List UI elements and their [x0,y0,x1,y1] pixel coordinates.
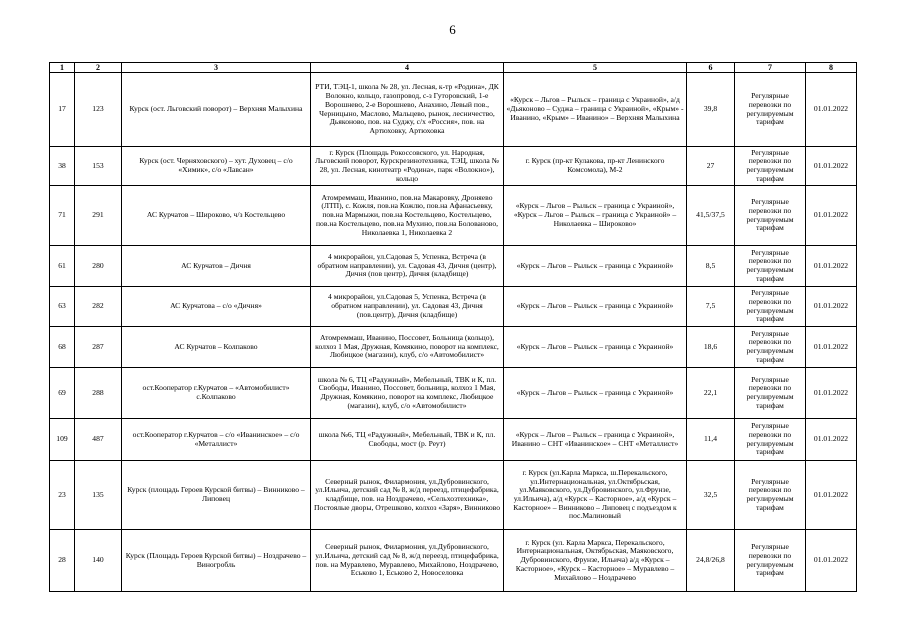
transport-type: Регулярные перевозки по регулируемым тарифам [735,327,806,368]
table-row [50,73,857,147]
route-stops: 4 микрорайон, ул.Садовая 5, Успенка, Встреча (в обратном направлении), ул. Садовая 43, Дичня (центр), Дичня (пов центр), Дичня (кладбище) [311,246,504,287]
start-date: 01.01.2022 [806,73,857,147]
route-number: 153 [75,147,122,186]
route-stops: школа №6, ТЦ «Радужный», Мебельный, ТВК и К, пл. Свободы, мост (р. Реут) [311,419,504,461]
route-number: 280 [75,246,122,287]
route-name: АС Курчатова – с/о «Дичня» [122,287,311,327]
route-name: Курск (ост. Черняховского) – хут. Духовец – с/о «Химик», с/о «Лавсан» [122,147,311,186]
table-row [50,246,857,287]
transport-type: Регулярные перевозки по регулируемым тарифам [735,368,806,419]
route-roads: «Курск – Льгов – Рыльск – граница с Украиной», «Курск – Льгов – Рыльск – граница с Украиной» – Николаевка – Широково» [504,186,687,246]
column-header: 3 [122,63,311,73]
transport-type: Регулярные перевозки по регулируемым тарифам [735,461,806,530]
table-row [50,327,857,368]
row-number: 63 [50,287,75,327]
row-number: 61 [50,246,75,287]
start-date: 01.01.2022 [806,186,857,246]
route-roads: г. Курск (ул.Карла Маркса, ш.Перекальского, ул.Интернациональная, ул.Октябрьская, ул.Маяковского, ул.Дубровинского, ул.Фрунзе, ул.Ильича), а/д «Курск – Касторное», а/д «Курск – Касторное» – Винниково – Липовец с подъездом к пос.Малиновый [504,461,687,530]
route-roads: «Курск – Льгов – Рыльск – граница с Украиной» [504,287,687,327]
route-roads: «Курск – Льгов – Рыльск – граница с Украиной», а/д «Дьяконово – Суджа – граница с Украиной», «Крым» - Иванино, «Крым» – Иванино» – Верхняя Малыхина [504,73,687,147]
route-stops: РТИ, ТЭЦ-1, школа № 28, ул. Лесная, к-тр «Родина», ДК Волокно, кольцо, газопровод, с-з Гуторовский, 1-е Ворошнево, 2-е Ворошнево, Анахино, Левый пов., Черницыно, Маслово, Мальцево, рынок, лесничество, Дьяконово, пов. на Суджу, с/х «Россия», пов. на Артюховку, Артюховка [311,73,504,147]
route-number: 123 [75,73,122,147]
route-length: 24,8/26,8 [687,530,735,592]
start-date: 01.01.2022 [806,461,857,530]
start-date: 01.01.2022 [806,419,857,461]
route-name: Курск (Площадь Героев Курской битвы) – Ноздрачево – Виногробль [122,530,311,592]
route-length: 41,5/37,5 [687,186,735,246]
route-length: 7,5 [687,287,735,327]
route-length: 18,6 [687,327,735,368]
route-length: 8,5 [687,246,735,287]
start-date: 01.01.2022 [806,246,857,287]
route-roads: «Курск – Льгов – Рыльск – граница с Украиной» [504,368,687,419]
route-name: АС Курчатов – Дичня [122,246,311,287]
route-number: 140 [75,530,122,592]
start-date: 01.01.2022 [806,327,857,368]
table-header-row [50,63,857,73]
start-date: 01.01.2022 [806,368,857,419]
transport-type: Регулярные перевозки по регулируемым тарифам [735,419,806,461]
route-stops: Атомреммаш, Иванино, пов.на Макаровку, Дроняево (ЛТП), с. Кожля, пов.на Кожлю, пов.на Афанасьевку, пов.на Мармыжи, пов.на Костельцево, Костельцево, пов.на Костельцево, пов.на Мухино, пов.на Болованово, Николаевка 1, Николаевка 2 [311,186,504,246]
column-header: 7 [735,63,806,73]
row-number: 69 [50,368,75,419]
route-roads: «Курск – Льгов – Рыльск – граница с Украиной» [504,246,687,287]
route-stops: Атомреммаш, Иванино, Поссовет, Больница (кольцо), колхоз 1 Мая, Дружная, Комякино, поворот на комплекс, Любицкое (магазин), клуб, с/о «Автомобилист» [311,327,504,368]
transport-type: Регулярные перевозки по регулируемым тарифам [735,246,806,287]
table-row [50,287,857,327]
route-name: Курск (ост. Льговский поворот) – Верхняя Малыхина [122,73,311,147]
transport-type: Регулярные перевозки по регулируемым тарифам [735,530,806,592]
route-roads: г. Курск (пр-кт Кулакова, пр-кт Ленинского Комсомола), М-2 [504,147,687,186]
table-row [50,461,857,530]
table-row [50,186,857,246]
route-number: 487 [75,419,122,461]
row-number: 109 [50,419,75,461]
transport-type: Регулярные перевозки по регулируемым тарифам [735,186,806,246]
table-row [50,530,857,592]
row-number: 28 [50,530,75,592]
route-name: АС Курчатов – Широково, ч/з Костельцево [122,186,311,246]
route-number: 135 [75,461,122,530]
route-number: 282 [75,287,122,327]
transport-type: Регулярные перевозки по регулируемым тарифам [735,73,806,147]
route-name: ост.Кооператор г.Курчатов – «Автомобилист» с.Колпаково [122,368,311,419]
row-number: 71 [50,186,75,246]
route-stops: г. Курск (Площадь Рокоссовского, ул. Народная, Льговский поворот, Курскрезинотехника, ТЭЦ, школа № 28, ул. Лесная, кинотеатр «Родина», парк «Волокно»), кольцо [311,147,504,186]
route-roads: «Курск – Льгов – Рыльск – граница с Украиной» [504,327,687,368]
transport-type: Регулярные перевозки по регулируемым тарифам [735,287,806,327]
table-row [50,368,857,419]
routes-table [49,62,857,592]
row-number: 38 [50,147,75,186]
route-number: 287 [75,327,122,368]
page-number: 6 [449,22,456,37]
start-date: 01.01.2022 [806,147,857,186]
route-stops: Северный рынок, Филармония, ул.Дубровинского, ул.Ильича, детский сад № 8, ж/д переезд, птицефабрика, пов. на Муравлево, Муравлево, Михайлово, Ноздрачево, Еськово 1, Еськово 2, Новоселовка [311,530,504,592]
route-name: Курск (площадь Героев Курской битвы) – Винниково – Липовец [122,461,311,530]
route-stops: Северный рынок, Филармония, ул.Дубровинского, ул.Ильича, детский сад № 8, ж/д переезд, птицефабрика, кладбище, пов. на Ноздрачево, «Сельхозтехника», Постоялые дворы, Отрешково, колхоз «Заря», Винниково [311,461,504,530]
route-length: 22,1 [687,368,735,419]
route-length: 39,8 [687,73,735,147]
route-stops: школа № 6, ТЦ «Радужный», Мебельный, ТВК и К, пл. Свободы, Иванино, Поссовет, больница, колхоз 1 Мая, Дружная, Комякино, поворот на комплекс, Любицкое (магазин), клуб, с/о «Автомобилист» [311,368,504,419]
route-roads: «Курск – Льгов – Рыльск – граница с Украиной», Иванино – СНТ «Иванинское» – СНТ «Металлист» [504,419,687,461]
route-name: ост.Кооператор г.Курчатов – с/о «Иванинское» – с/о «Металлист» [122,419,311,461]
route-length: 27 [687,147,735,186]
transport-type: Регулярные перевозки по регулируемым тарифам [735,147,806,186]
row-number: 17 [50,73,75,147]
column-header: 4 [311,63,504,73]
row-number: 23 [50,461,75,530]
route-stops: 4 микрорайон, ул.Садовая 5, Успенка, Встреча (в обратном направлении), ул. Садовая 43, Дичня (пов.центр), Дичня (кладбище) [311,287,504,327]
column-header: 6 [687,63,735,73]
column-header: 8 [806,63,857,73]
column-header: 5 [504,63,687,73]
start-date: 01.01.2022 [806,287,857,327]
column-header: 2 [75,63,122,73]
row-number: 68 [50,327,75,368]
route-number: 288 [75,368,122,419]
route-name: АС Курчатов – Колпаково [122,327,311,368]
table-row [50,419,857,461]
route-number: 291 [75,186,122,246]
table-row [50,147,857,186]
route-length: 32,5 [687,461,735,530]
route-length: 11,4 [687,419,735,461]
start-date: 01.01.2022 [806,530,857,592]
column-header: 1 [50,63,75,73]
route-roads: г. Курск (ул. Карла Маркса, Перекальского, Интернациональная, Октябрьская, Маяковского, Дубровинского, Фрунзе, Ильича) а/д «Курск – Касторное», «Курск – Касторное» – Муравлево – Михайлово – Ноздрачево [504,530,687,592]
